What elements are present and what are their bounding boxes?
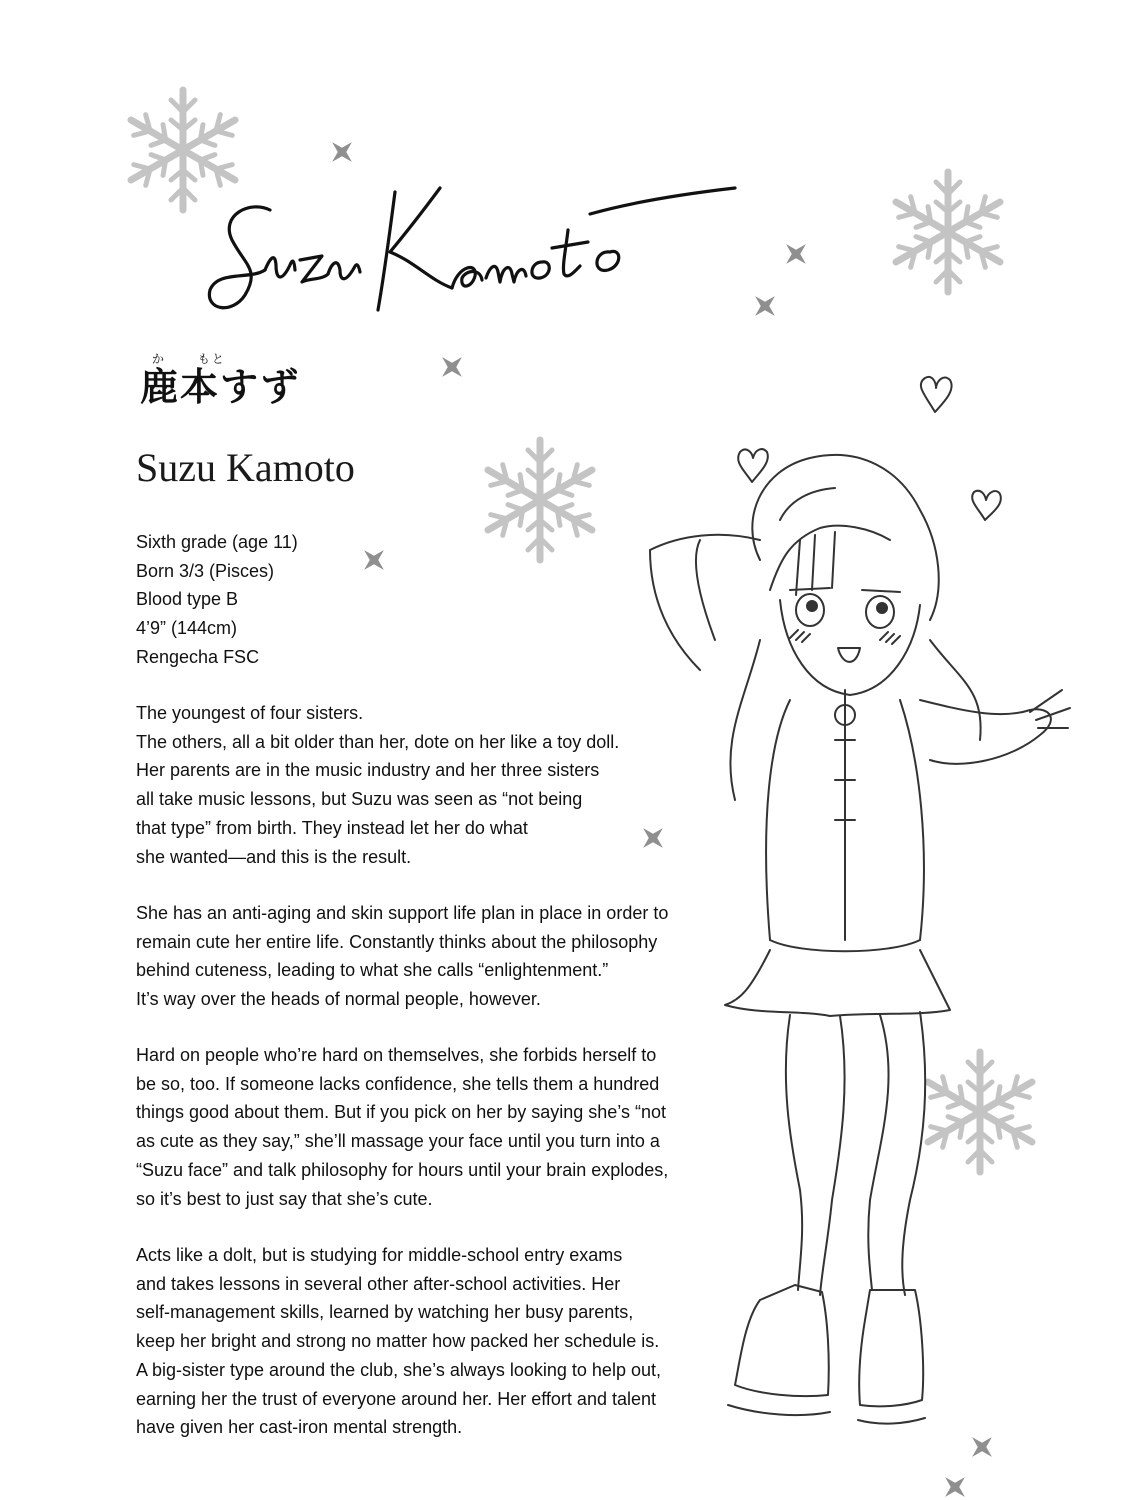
stat-blood-type: Blood type B <box>136 589 239 610</box>
bio-line: Her parents are in the music industry and her three sisters <box>136 760 600 781</box>
bio-line: It’s way over the heads of normal people, however. <box>136 989 541 1010</box>
heart-icon <box>738 449 768 482</box>
furigana-ka: か <box>152 352 167 366</box>
bio-line: “Suzu face” and talk philosophy for hours until your brain explodes, <box>136 1159 669 1180</box>
bio-line: behind cuteness, leading to what she calls “enlightenment.” <box>136 960 609 981</box>
bio-line: She has an anti-aging and skin support life plan in place in order to <box>136 903 669 923</box>
furigana-moto: もと <box>197 352 226 366</box>
bio-line: she wanted—and this is the result. <box>136 846 412 867</box>
heart-icon <box>972 491 1001 520</box>
bio-line: remain cute her entire life. Constantly thinks about the philosophy <box>136 931 658 952</box>
bio-line: A big-sister type around the club, she’s always looking to help out, <box>136 1359 661 1380</box>
heart-icon <box>921 377 952 412</box>
bio-line: have given her cast-iron mental strength. <box>136 1417 463 1438</box>
stat-club: Rengecha FSC <box>136 646 260 667</box>
bio-line: self-management skills, learned by watching her busy parents, <box>136 1302 634 1323</box>
bio-line: as cute as they say,” she’ll massage your face until you turn into a <box>136 1131 660 1152</box>
bio-line: be so, too. If someone lacks confidence, she tells them a hundred <box>136 1073 660 1094</box>
stat-grade: Sixth grade (age 11) <box>136 532 298 552</box>
bio-line: keep her bright and strong no matter how packed her schedule is. <box>136 1331 660 1352</box>
japanese-name-text: 鹿本すず <box>140 364 301 409</box>
bio-line: Acts like a dolt, but is studying for middle-school entry exams <box>136 1245 623 1265</box>
bio-line: all take music lessons, but Suzu was seen as “not being <box>136 789 583 810</box>
bio-line: that type” from birth. They instead let her do what <box>136 817 528 838</box>
stat-birthday: Born 3/3 (Pisces) <box>136 560 275 581</box>
bio-line: Hard on people who’re hard on themselves, she forbids herself to <box>136 1045 657 1065</box>
bio-line: things good about them. But if you pick on her by saying she’s “not <box>136 1102 666 1123</box>
character-name: Suzu Kamoto <box>136 445 355 490</box>
bio-line: The youngest of four sisters. <box>136 703 364 723</box>
bio-line: The others, all a bit older than her, dote on her like a toy doll. <box>136 731 620 752</box>
bio-line: so it’s best to just say that she’s cute. <box>136 1188 433 1209</box>
bio-line: earning her the trust of everyone around her. Her effort and talent <box>136 1388 656 1409</box>
bio-line: and takes lessons in several other after-school activities. Her <box>136 1273 621 1294</box>
stat-height: 4’9” (144cm) <box>136 618 238 639</box>
